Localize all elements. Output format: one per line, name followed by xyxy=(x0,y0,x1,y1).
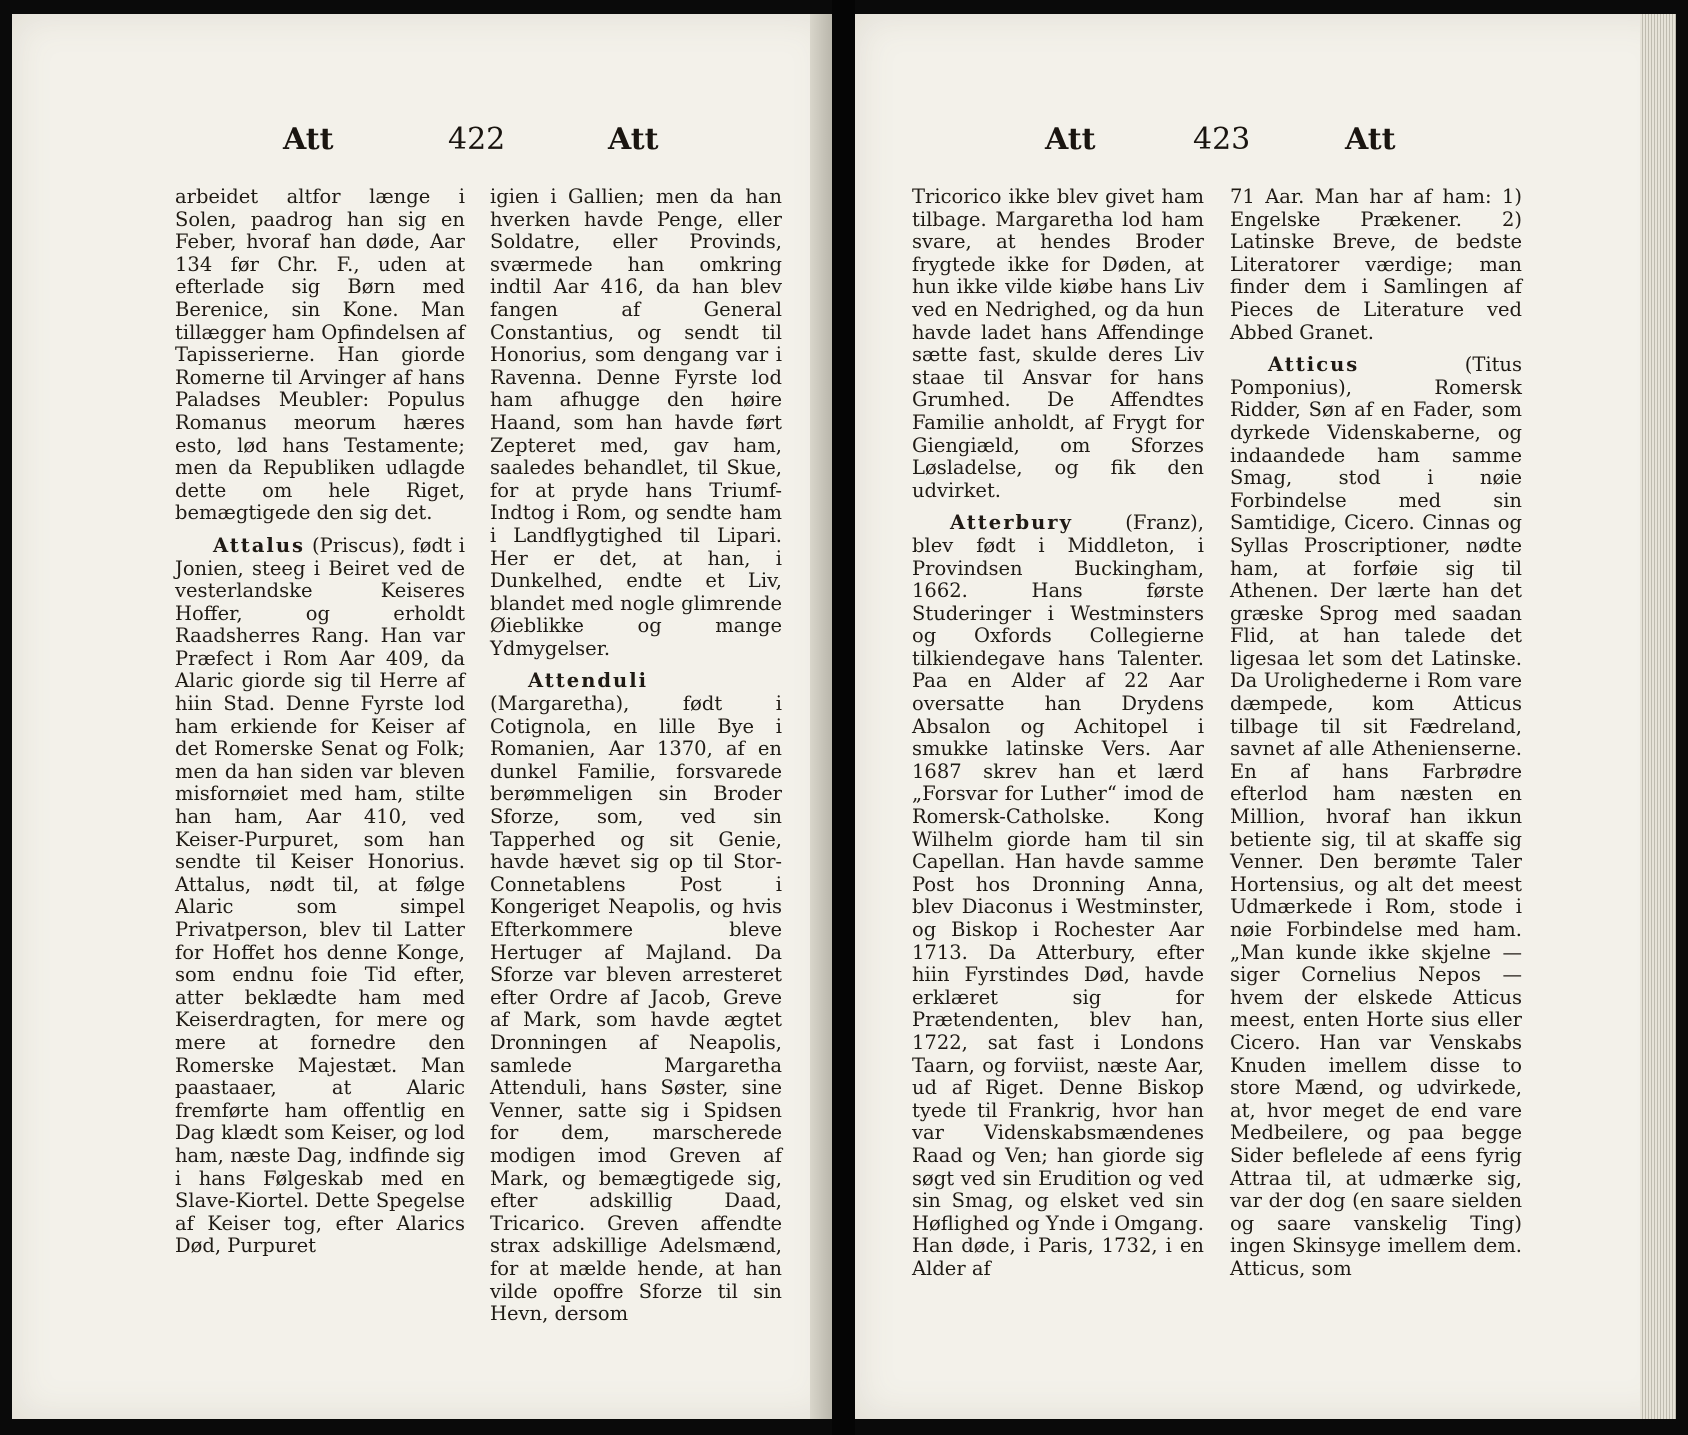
dictionary-entry xyxy=(490,670,782,1325)
right-header-left: Att xyxy=(1045,122,1096,157)
entry-headword: Attenduli xyxy=(528,669,649,693)
entry-headword: Atticus xyxy=(1268,353,1360,377)
continued-paragraph: arbeidet altfor længe i Solen, paadrog han sig en Feber, hvoraf han døde, Aar 134 før Chr. F., uden at efterlade sig Børn med Berenice, sin Kone. Man tillægger ham Opfindelsen af Tapisserierne. Han giorde Romerne til Arvinger af hans Paladses Meubler: Populus Romanus meorum hæres esto, lød hans Testamente; men da Republiken udlagde dette om hele Riget, bemægtigede den sig det. xyxy=(175,185,465,525)
entry-headword: Attalus xyxy=(213,533,305,557)
right-page-number: 423 xyxy=(1193,122,1251,157)
dictionary-entry xyxy=(175,535,465,1258)
left-page-column-2 xyxy=(490,186,782,1326)
left-page-column-1 xyxy=(175,186,465,1258)
left-header-right: Att xyxy=(608,122,659,157)
dictionary-entry xyxy=(912,512,1204,1280)
left-page-number: 422 xyxy=(448,122,506,157)
continued-paragraph: igien i Gallien; men da han hverken havde Penge, eller Soldatre, eller Provinds, sværmede han omkring indtil Aar 416, da han blev fangen af General Constantius, og sendt til Honorius, som dengang var i Ravenna. Denne Fyrste lod ham afhugge den høire Haand, som han havde ført Zepteret med, gav ham, saaledes behandlet, til Skue, for at pryde hans Triumf-Indtog i Rom, og sendte ham i Landflygtighed til Lipari. Her er det, at han, i Dunkelhed, endte et Liv, blandet med nogle glimrende Øieblikke og mange Ydmygelser. xyxy=(490,185,782,660)
right-page-column-1 xyxy=(912,186,1204,1281)
continued-paragraph: 71 Aar. Man har af ham: 1) Engelske Prækener. 2) Latinske Breve, de bedste Literatorer værdige; man finder dem i Samlingen af Pieces de Literature ved Abbed Granet. xyxy=(1230,185,1522,344)
entry-body: (Franz), blev født i Middleton, i Provindsen Buckingham, 1662. Hans første Studeringer i Westminsters og Oxfords Collegierne tilkiendegave hans Talenter. Paa en Alder af 22 Aar oversatte han Drydens Absalon og Achitopel i smukke latinske Vers. Aar 1687 skrev han et lærd „Forsvar for Luther“ imod de Romersk-Catholske. Kong Wilhelm giorde ham til sin Capellan. Han havde samme Post hos Dronning Anna, blev Diaconus i Westminster, og Biskop i Rochester Aar 1713. Da Atterbury, efter hiin Fyrstindes Død, havde erklæret sig for Prætendenten, blev han, 1722, sat fast i Londons Taarn, og forviist, næste Aar, ud af Riget. Denne Biskop tyede til Frankrig, hvor han var Videnskabsmændenes Raad og Ven; han giorde sig søgt ved sin Erudition og ved sin Smag, og elsket ved sin Høflighed og Ynde i Omgang. Han døde, i Paris, 1732, i en Alder af xyxy=(912,511,1204,1280)
right-page-column-2 xyxy=(1230,186,1522,1281)
continued-paragraph: Tricorico ikke blev givet ham tilbage. Margaretha lod ham svare, at hendes Broder frygtede ikke for Døden, at hun ikke vilde kiøbe hans Liv ved en Nedrighed, og da hun havde ladet hans Affendinge sætte fast, skulde deres Liv staae til Ansvar for hans Grumhed. De Affendtes Familie anholdt, af Frygt for Giengiæld, om Sforzes Løsladelse, og fik den udvirket. xyxy=(912,185,1204,502)
entry-headword: Atterbury xyxy=(950,511,1073,535)
entry-body: (Titus Pomponius), Romersk Ridder, Søn af en Fader, som dyrkede Videnskaberne, og indaandede ham samme Smag, stod i nøie Forbindelse med sin Samtidige, Cicero. Cinnas og Syllas Proscriptioner, nødte ham, at forføie sig til Athenen. Der lærte han det græske Sprog med saadan Flid, at han talede det ligesaa let som det Latinske. Da Urolighederne i Rom vare dæmpede, kom Atticus tilbage til sit Fædreland, savnet af alle Athenienserne. En af hans Farbrødre efterlod ham næsten en Million, hvoraf han ikkun betiente sig, til at skaffe sig Venner. Den berømte Taler Hortensius, og alt det meest Udmærkede i Rom, stode i nøie Forbindelse med ham. „Man kunde ikke skjelne — siger Cornelius Nepos — hvem der elskede Atticus meest, enten Horte sius eller Cicero. Han var Venskabs Knuden imellem disse to store Mænd, og udvirkede, at, hvor meget de end vare Medbeilere, og paa begge Sider beflelede af eens fyrig Attraa til, at udmærke sig, var der dog (en saare sielden og saare vanskelig Ting) ingen Skinsyge imellem dem. Atticus, som xyxy=(1230,353,1522,1280)
right-page-edge xyxy=(1640,14,1676,1419)
entry-body: (Priscus), født i Jonien, steeg i Beiret ved de vesterlandske Keiseres Hoffer, og erholdt Raadsherres Rang. Han var Præfect i Rom Aar 409, da Alaric giorde sig til Herre af hiin Stad. Denne Fyrste lod ham erkiende for Keiser af det Romerske Senat og Folk; men da han siden var bleven misfornøiet med ham, stilte han ham, Aar 410, ved Keiser-Purpuret, som han sendte til Keiser Honorius. Attalus, nødt til, at følge Alaric som simpel Privatperson, blev til Latter for Hoffet hos denne Konge, som endnu foie Tid efter, atter beklædte ham med Keiserdragten, for mere og mere at fornedre den Romerske Majestæt. Man paastaaer, at Alaric fremførte ham offentlig en Dag klædt som Keiser, og lod ham, næste Dag, indfinde sig i hans Følgeskab med en Slave-Kiortel. Dette Spegelse af Keiser tog, efter Alarics Død, Purpuret xyxy=(175,533,466,1258)
right-header-right: Att xyxy=(1345,122,1396,157)
left-page-edge xyxy=(810,14,832,1419)
left-header-left: Att xyxy=(283,122,334,157)
gutter xyxy=(832,0,855,1435)
entry-body: (Margaretha), født i Cotignola, en lille Bye i Romanien, Aar 1370, af en dunkel Familie, forsvarede berømmeligen sin Broder Sforze, som, ved sin Tapperhed og sit Genie, havde hævet sig op til Stor-Connetablens Post i Kongeriget Neapolis, og hvis Efterkommere bleve Hertuger af Majland. Da Sforze var bleven arresteret efter Ordre af Jacob, Greve af Mark, som havde ægtet Dronningen af Neapolis, samlede Margaretha Attenduli, hans Søster, sine Venner, satte sig i Spidsen for dem, marscherede modigen imod Greven af Mark, og bemægtigede sig, efter adskillig Daad, Tricarico. Greven affendte strax adskillige Adelsmænd, for at mælde hende, at han vilde opoffre Sforze til sin Hevn, dersom xyxy=(490,692,782,1326)
dictionary-entry xyxy=(1230,354,1522,1280)
